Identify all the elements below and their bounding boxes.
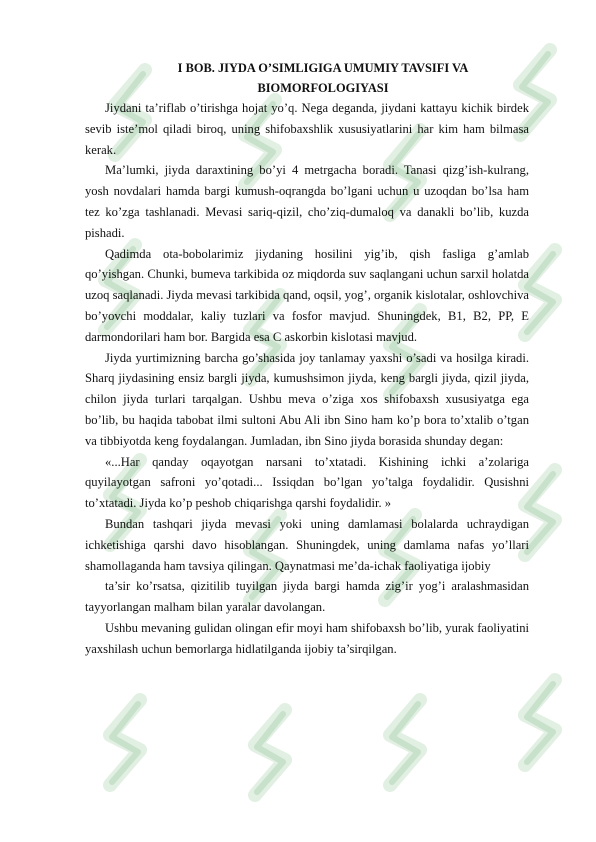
paragraph: Jiydani ta’riflab o’tirishga hojat yo’q. Nega deganda, jiydani kattayu kichik birdek sevib iste’mol qiladi biroq, uning shifobaxshlik xususiyatlarini har kim ham bilmasa kerak.: [85, 101, 529, 157]
chapter-heading-line1: I BOB. JIYDA O’SIMLIGIGA UMUMIY TAVSIFI VA: [177, 61, 469, 75]
chapter-heading: [85, 58, 529, 98]
chapter-heading-line2: BIOMORFOLOGIYASI: [257, 81, 389, 95]
paragraph: Ushbu mevaning gulidan olingan efir moyi ham shifobaxsh bo’lib, yurak faoliyatini yaxshilash uchun bemorlarga hidlatilganda ijobiy ta’sirqilgan.: [85, 620, 529, 656]
document-body: [85, 58, 529, 660]
paragraph: Bundan tashqari jiyda mevasi yoki uning damlamasi bolalarda uchraydigan ichketishiga qarshi davo hisoblangan. Shuningdek, uning damlama nafas yo’llari shamollaganda ham tavsiya qilingan. Qaynatmasi me’da-ichak faoliyatiga ijobiy: [85, 516, 529, 573]
paragraph: Ma’lumki, jiyda daraxtining bo’yi 4 metrgacha boradi. Tanasi qizg’ish-kulrang, yosh novdalari hamda bargi kumush-oqrangda bo’lgani uchun u uzoqdan bo’lsa ham tez ko’zga tashlanadi. Mevasi sariq-qizil, cho’ziq-dumaloq va danakli bo’lib, kuzda pishadi.: [85, 163, 529, 240]
watermark-logo-icon: [235, 700, 305, 810]
watermark-logo-icon: [505, 670, 575, 780]
watermark-logo-icon: [90, 690, 160, 800]
paragraph: Jiyda yurtimizning barcha go’shasida joy tanlamay yaxshi o’sadi va hosilga kiradi. Sharq jiydasining ensiz bargli jiyda, kumushsimon jiyda, keng bargli jiyda, qizil jiyda, chilon jiyda turlari tarqalgan. Ushbu meva o’ziga xos shifobaxsh xususiyatga ega bo’lib, bu haqida tabobat ilmi sultoni Abu Ali ibn Sino ham ko’p bora to’xtalib o’tgan va tibbiyotda keng foydalangan. Jumladan, ibn Sino jiyda borasida shunday degan:: [85, 350, 529, 448]
watermark-logo-icon: [370, 690, 440, 800]
paragraph: ta’sir ko’rsatsa, qizitilib tuyilgan jiyda bargi hamda zig’ir yog’i aralashmasidan tayyorlangan malham bilan yaralar davolangan.: [85, 579, 529, 615]
paragraph: Qadimda ota-bobolarimiz jiydaning hosilini yig’ib, qish fasliga g’amlab qo’yishgan. Chunki, bumeva tarkibida oz miqdorda suv saqlangani uchun sarxil holatda uzoq saqlanadi. Jiyda mevasi tarkibida qand, oqsil, yog’, organik kislotalar, oshlovchiva bo’yovchi moddalar, kaliy tuzlari va fosfor mavjud. Shuningdek, B1, B2, PP, E darmondorilari ham bor. Bargida esa C askorbin kislotasi mavjud.: [85, 246, 529, 344]
quote-paragraph: «...Har qanday oqayotgan narsani to’xtatadi. Kishining ichki a’zolariga quyilayotgan safroni yo’qotadi... Issiqdan bo’lgan yo’talga foydalidir. Qusishni to’xtatadi. Jiyda ko’p peshob chiqarishga qarshi foydalidir. »: [85, 454, 529, 511]
